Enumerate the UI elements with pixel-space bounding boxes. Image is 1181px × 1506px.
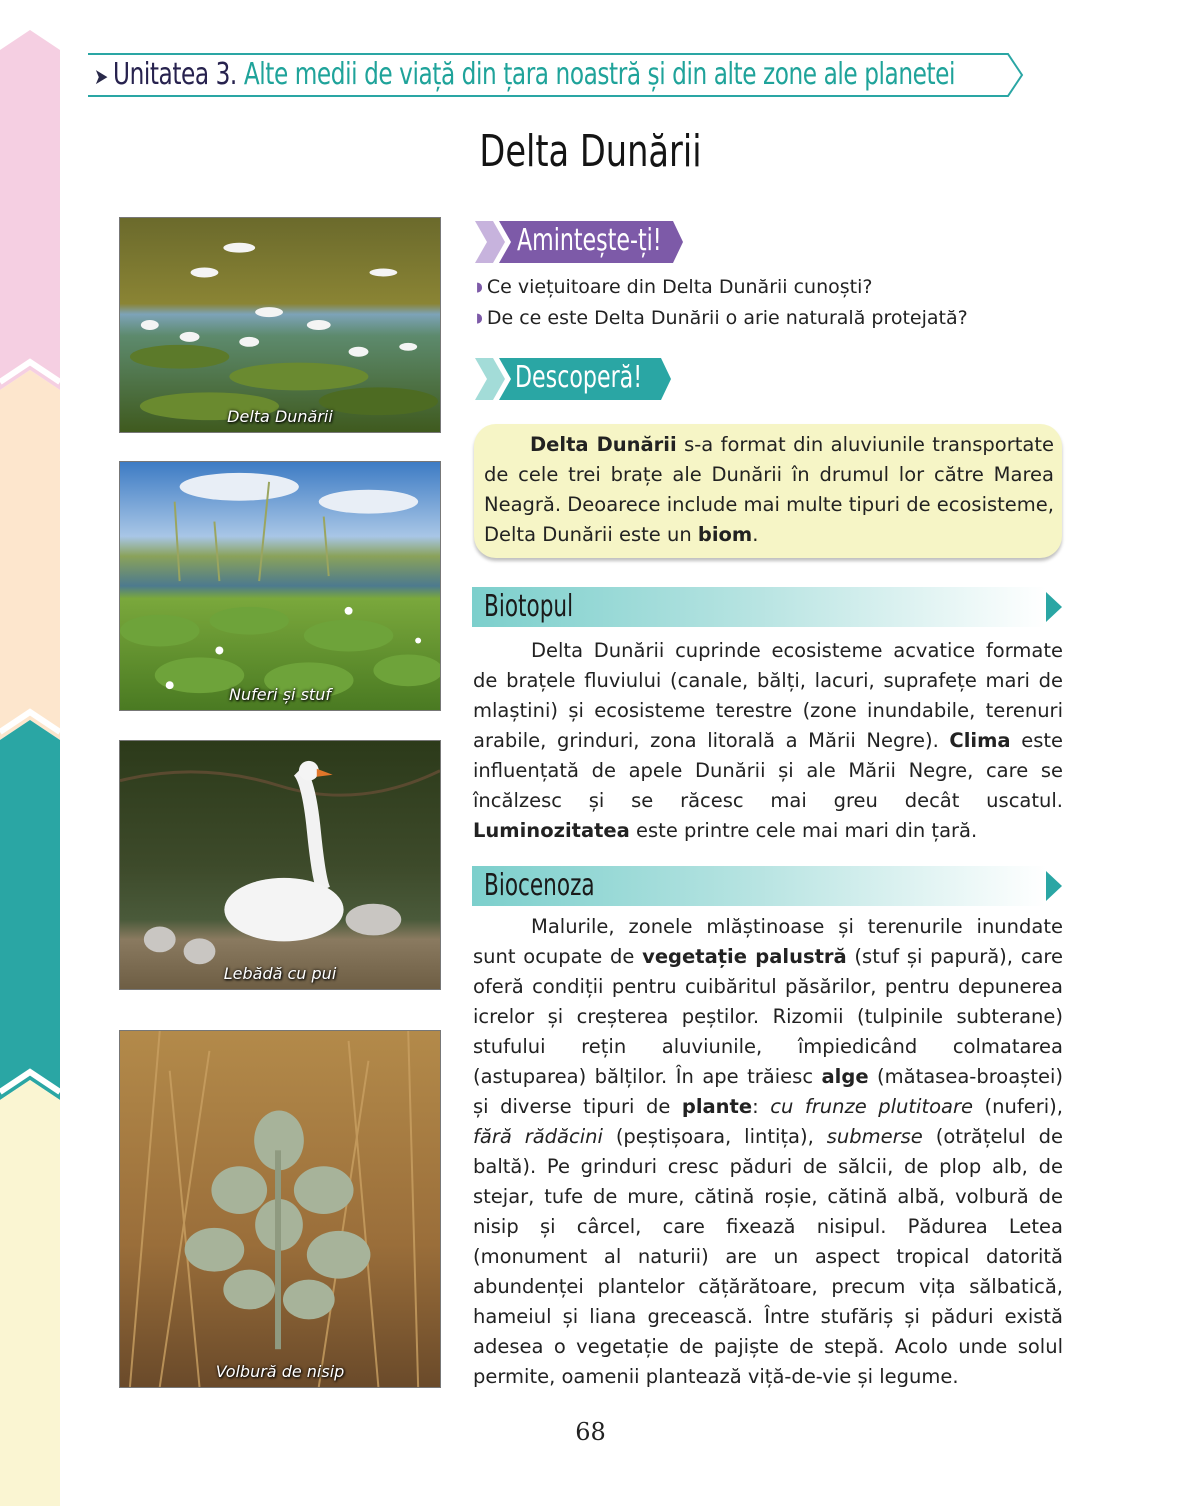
biotop-heading: Biotopul [484,589,574,624]
remember-questions [476,272,1076,334]
discover-tag [475,356,675,402]
biocenoza-heading-bar [472,866,1064,906]
discover-label: Descoperă! [515,360,643,395]
question-item: ◗ De ce este Delta Dunării o arie naturală protejată? [476,307,968,329]
page-number: 68 [575,1418,606,1446]
header-title [94,58,955,95]
biocenoza-heading: Biocenoza [484,868,595,903]
question-item: ◗ Ce viețuitoare din Delta Dunării cunoști? [476,276,873,298]
photo-delta [119,217,441,433]
photo-caption: Volbură de nisip [215,1362,345,1381]
chevron-right-icon: ➤ [94,65,108,90]
page-title: Delta Dunării [479,126,702,177]
swan-image [120,741,440,989]
discover-box [474,424,1062,558]
gulls-image [120,218,440,432]
bullet-icon: ◗ [476,311,483,326]
biotop-heading-bar [472,587,1064,627]
photo-caption: Nuferi și stuf [229,685,331,704]
bindweed-image [120,1031,440,1387]
decorative-side-strip [0,0,60,1506]
remember-label: Amintește-ți! [517,223,662,258]
waterlilies-image [120,462,440,710]
biocenoza-paragraph: Malurile, zonele mlăștinoase și terenurile inundate sunt ocupate de vegetație palustră (stuf și papură), care oferă condiții pentru cuibăritul păsărilor, pentru depunerea icrelor și creșterea peștilor. Rizomii (tulpinile subterane) stufului rețin aluviunile, împiedicând colmatarea (astuparea) bălților. În ape trăiesc alge (mătasea-broaștei) și diverse tipuri de plante: cu frunze plutitoare (nuferi), fără rădăcini (peștișoara, lintița), submerse (otrățelul de baltă). Pe grinduri cresc păduri de sălcii, de plop alb, de stejar, tufe de mure, cătină roșie, cătină albă, volbură de nisip și cârcel, care fixează nisipul. Pădurea Letea (monument al naturii) are un aspect tropical datorită abundenței plantelor cățărătoare, precum vița sălbatică, hameiul și liana grecească. Între stufăriș și păduri există adesea o vegetație de pajiște de stepă. Acolo unde solul permite, oamenii plantează viță-de-vie și legume. [473,915,1063,1388]
unit-header [88,52,1023,96]
photo-caption: Delta Dunării [227,407,333,426]
discover-text: Delta Dunării s-a format din aluviunile transportate de cele trei brațe ale Dunării în drumul lor către Marea Neagră. Deoarece include mai multe tipuri de ecosisteme, Delta Dunării este un biom. [484,433,1054,546]
remember-tag [475,219,685,265]
unit-number: Unitatea 3. [113,57,237,92]
unit-topic: Alte medii de viață din țara noastră și din alte zone ale planetei [243,57,956,92]
photo-waterlilies [119,461,441,711]
biotop-paragraph: Delta Dunării cuprinde ecosisteme acvatice formate de brațele fluviului (canale, bălți, lacuri, suprafețe mari de mlaștini) și ecosisteme terestre (zone inundabile, terenuri arabile, grinduri, zona litorală a Mării Negre). Clima este influențată de apele Dunării și ale Mării Negre, care se încălzesc și se răcesc mai greu decât uscatul. Luminozitatea este printre cele mai mari din țară. [473,639,1064,842]
photo-swan [119,740,441,990]
photo-sand-bindweed [119,1030,441,1388]
photo-caption: Lebădă cu pui [223,964,337,983]
bullet-icon: ◗ [476,280,483,295]
